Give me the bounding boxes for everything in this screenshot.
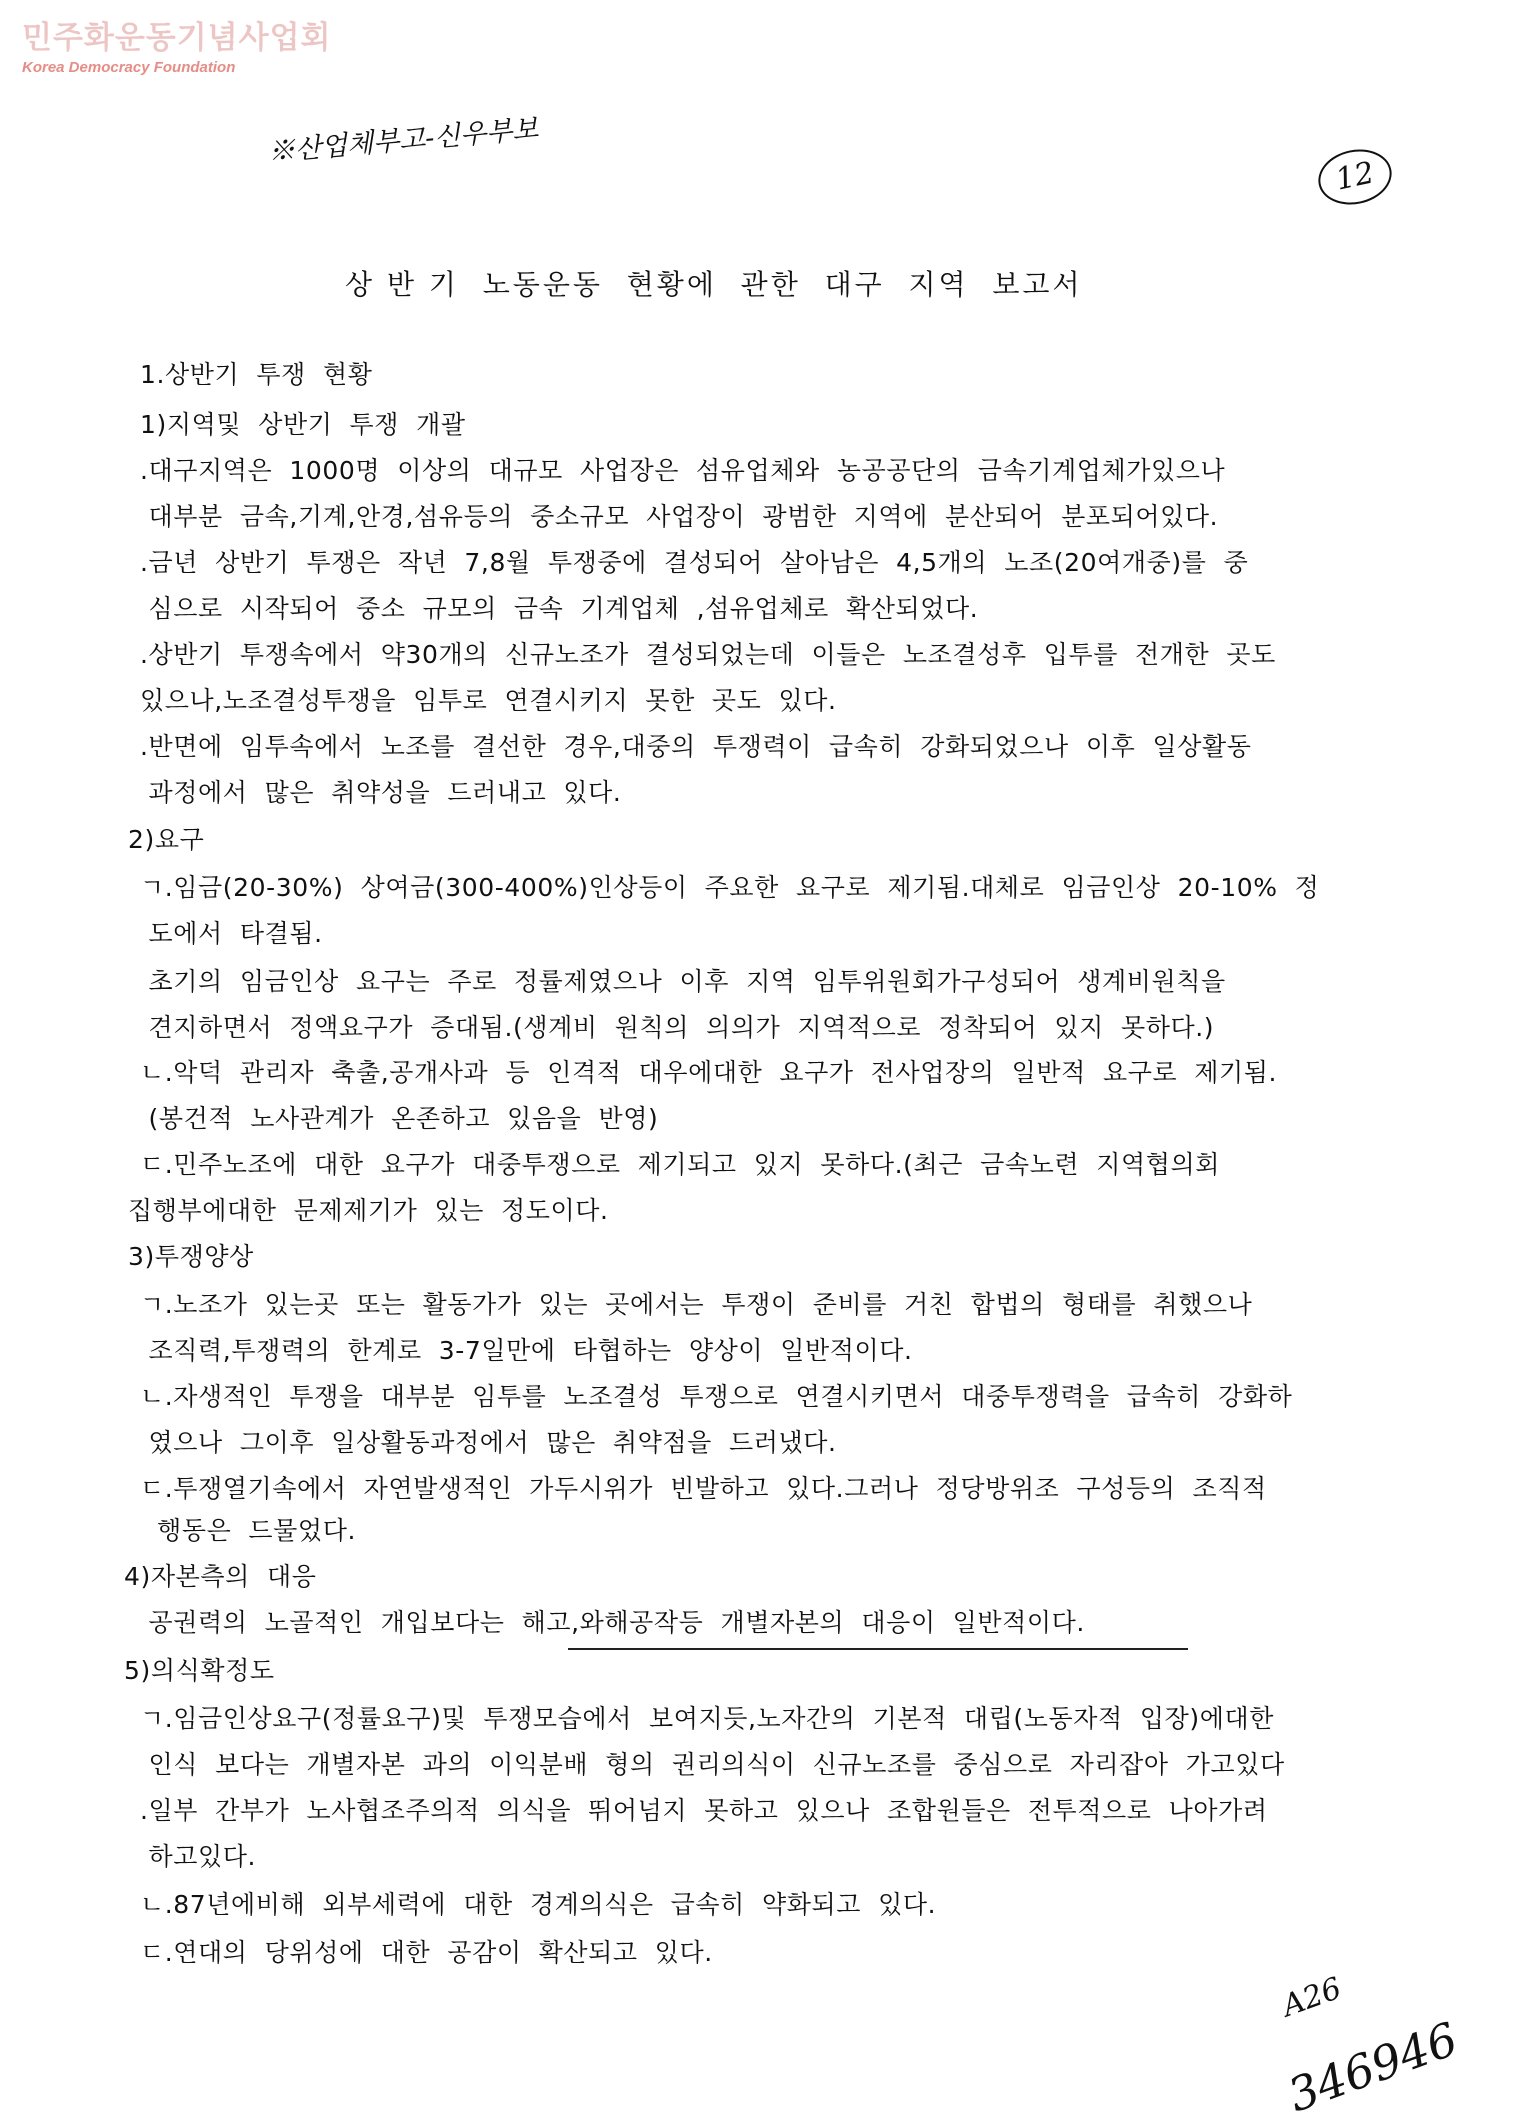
- body-line: 조직력,투쟁력의 한계로 3-7일만에 타협하는 양상이 일반적이다.: [140, 1336, 913, 1365]
- body-line: (봉건적 노사관계가 온존하고 있음을 반영): [140, 1104, 659, 1133]
- body-line: .반면에 임투속에서 노조를 결선한 경우,대중의 투쟁력이 급속히 강화되었으나 이후 일상활동: [140, 732, 1252, 761]
- foundation-watermark: [22, 20, 331, 77]
- handwritten-archive-code: A26: [1277, 1970, 1347, 2025]
- body-line: ㄱ.임금(20-30%) 상여금(300-400%)인상등이 주요한 요구로 제기됨.대체로 임금인상 20-10% 정: [140, 873, 1320, 902]
- document-title: 상 반 기 노동운동 현황에 관한 대구 지역 보고서: [345, 268, 1083, 301]
- subsection-heading: 1)지역및 상반기 투쟁 개괄: [140, 410, 466, 439]
- underline: [568, 1648, 1188, 1650]
- watermark-korean: 민주화운동기념사업회: [22, 20, 332, 56]
- body-line: 대부분 금속,기계,안경,섬유등의 중소규모 사업장이 광범한 지역에 분산되어 분포되어있다.: [140, 502, 1219, 531]
- body-line: 있으나,노조결성투쟁을 임투로 연결시키지 못한 곳도 있다.: [140, 686, 837, 715]
- body-line: .상반기 투쟁속에서 약30개의 신규노조가 결성되었는데 이들은 노조결성후 입투를 전개한 곳도: [140, 640, 1276, 669]
- subsection-heading: 5)의식확정도: [124, 1656, 275, 1685]
- body-line: 심으로 시작되어 중소 규모의 금속 기계업체 ,섬유업체로 확산되었다.: [140, 594, 979, 623]
- body-line: ㄱ.임금인상요구(정률요구)및 투쟁모습에서 보여지듯,노자간의 기본적 대립(노동자적 입장)에대한: [140, 1704, 1274, 1733]
- watermark-english: Korea Democracy Foundation: [22, 59, 236, 76]
- body-line: .대구지역은 1000명 이상의 대규모 사업장은 섬유업체와 농공공단의 금속기계업체가있으나: [140, 456, 1226, 485]
- section-heading: 1.상반기 투쟁 현황: [140, 360, 373, 389]
- body-line: ㄱ.노조가 있는곳 또는 활동가가 있는 곳에서는 투쟁이 준비를 거친 합법의 형태를 취했으나: [140, 1290, 1253, 1319]
- body-line: 인식 보다는 개별자본 과의 이익분배 형의 권리의식이 신규노조를 중심으로 자리잡아 가고있다: [140, 1750, 1285, 1779]
- body-line: ㄴ.자생적인 투쟁을 대부분 임투를 노조결성 투쟁으로 연결시키면서 대중투쟁력을 급속히 강화하: [140, 1382, 1293, 1411]
- body-line: ㄷ.연대의 당위성에 대한 공감이 확산되고 있다.: [140, 1938, 713, 1967]
- body-line: 하고있다.: [140, 1842, 257, 1871]
- subsection-heading: 4)자본측의 대응: [124, 1562, 317, 1591]
- handwritten-archive-number: 346946: [1281, 2011, 1465, 2123]
- body-line: 과정에서 많은 취약성을 드러내고 있다.: [140, 778, 622, 807]
- body-line: ㄴ.악덕 관리자 축출,공개사과 등 인격적 대우에대한 요구가 전사업장의 일반적 요구로 제기됨.: [140, 1058, 1278, 1087]
- handwritten-note: ※산업체부고-신우부보: [266, 113, 540, 168]
- body-line: 견지하면서 정액요구가 증대됨.(생계비 원칙의 의의가 지역적으로 정착되어 있지 못하다.): [140, 1013, 1215, 1042]
- body-line: .일부 간부가 노사협조주의적 의식을 뛰어넘지 못하고 있으나 조합원들은 전투적으로 나아가려: [140, 1796, 1268, 1825]
- page-number: 12: [1313, 143, 1397, 211]
- body-line: ㄷ.민주노조에 대한 요구가 대중투쟁으로 제기되고 있지 못하다.(최근 금속노련 지역협의회: [140, 1150, 1220, 1179]
- body-line: .금년 상반기 투쟁은 작년 7,8월 투쟁중에 결성되어 살아남은 4,5개의 노조(20여개중)를 중: [140, 548, 1249, 577]
- body-line: 집행부에대한 문제제기가 있는 정도이다.: [128, 1196, 609, 1225]
- subsection-heading: 2)요구: [128, 825, 205, 854]
- subsection-heading: 3)투쟁양상: [128, 1242, 254, 1271]
- body-line: ㄷ.투쟁열기속에서 자연발생적인 가두시위가 빈발하고 있다.그러나 정당방위조 구성등의 조직적: [140, 1474, 1267, 1503]
- body-line: ㄴ.87년에비해 외부세력에 대한 경계의식은 급속히 약화되고 있다.: [140, 1890, 937, 1919]
- body-line: 공권력의 노골적인 개입보다는 해고,와해공작등 개별자본의 대응이 일반적이다.: [140, 1608, 1085, 1637]
- body-line: 행동은 드물었다.: [140, 1516, 356, 1545]
- body-line: 초기의 임금인상 요구는 주로 정률제였으나 이후 지역 임투위원회가구성되어 생계비원칙을: [140, 967, 1226, 996]
- body-line: 도에서 타결됨.: [140, 919, 323, 948]
- body-line: 였으나 그이후 일상활동과정에서 많은 취약점을 드러냈다.: [140, 1428, 837, 1457]
